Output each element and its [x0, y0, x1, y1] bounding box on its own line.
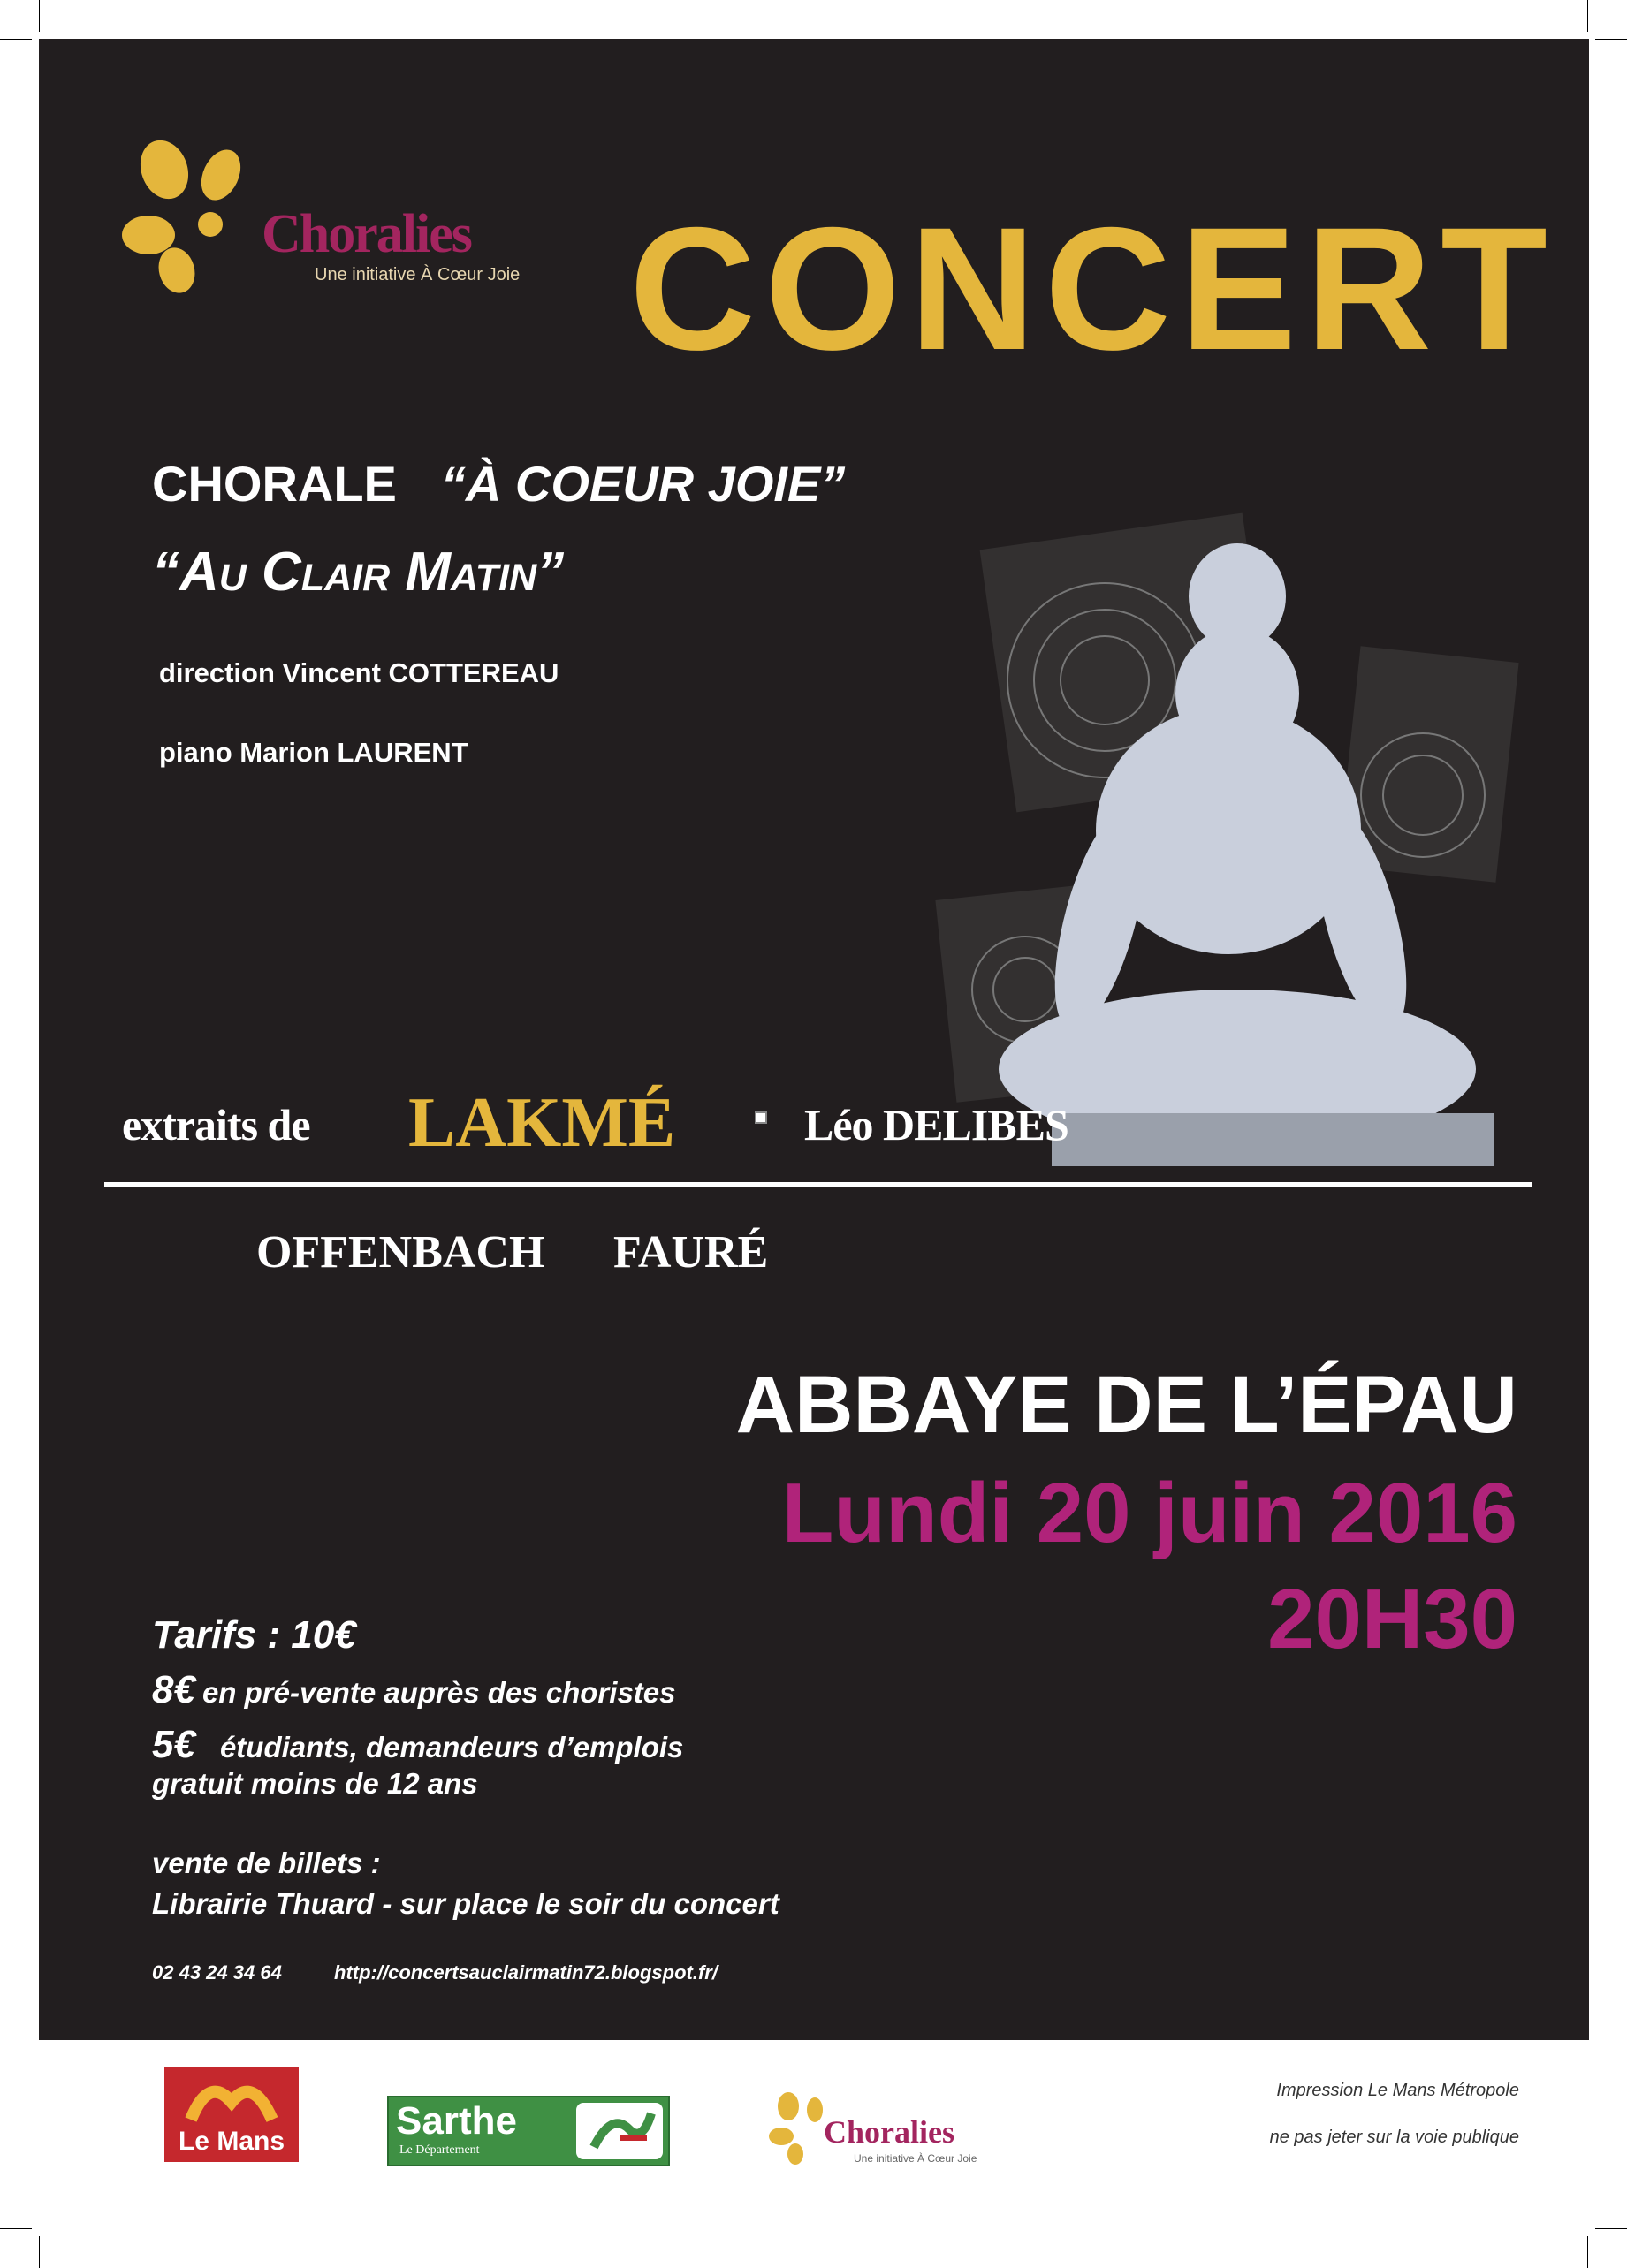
- choir-name: “À COEUR JOIE”: [440, 456, 846, 512]
- contact-phone: 02 43 24 34 64: [152, 1961, 282, 1984]
- sarthe-logo: [387, 2096, 670, 2166]
- choralies-footer-tagline: Une initiative À Cœur Joie: [854, 2152, 977, 2165]
- shiva-statue-image: [946, 530, 1494, 1166]
- printer-credit: Impression Le Mans Métropole: [1276, 2081, 1519, 2100]
- crop-mark: [1587, 2236, 1588, 2268]
- crop-mark: [39, 0, 40, 32]
- crop-mark: [1587, 0, 1588, 32]
- sarthe-subtitle: Le Département: [399, 2143, 480, 2157]
- choralies-footer-word: Choralies: [824, 2114, 954, 2150]
- crop-mark: [0, 39, 32, 40]
- program-composer: Léo DELIBES: [804, 1100, 1068, 1149]
- crop-mark: [1595, 39, 1627, 40]
- presale-text: en pré-vente auprès des choristes: [201, 1676, 676, 1709]
- choralies-logo-tagline: Une initiative À Cœur Joie: [315, 265, 521, 284]
- choralies-footer-flower-icon: [769, 2085, 831, 2165]
- separator-dot: [755, 1111, 767, 1124]
- crop-mark: [0, 2228, 32, 2229]
- choir-line-1: [152, 455, 845, 512]
- direction-credit: direction Vincent COTTEREAU: [159, 657, 559, 688]
- choir-label: CHORALE: [152, 456, 397, 512]
- crop-mark: [39, 2236, 40, 2268]
- litter-notice: ne pas jeter sur la voie publique: [1269, 2128, 1519, 2147]
- tickets-label: vente de billets :: [152, 1847, 381, 1879]
- price-reduced: [152, 1723, 683, 1767]
- le-mans-label: Le Mans: [178, 2127, 285, 2156]
- tickets-places: Librairie Thuard - sur place le soir du concert: [152, 1887, 779, 1920]
- le-mans-logo: [164, 2067, 299, 2162]
- price-free: gratuit moins de 12 ans: [152, 1767, 478, 1800]
- program-prefix: extraits de: [122, 1100, 310, 1149]
- piano-credit: piano Marion LAURENT: [159, 737, 468, 768]
- choralies-flower-icon: [122, 120, 255, 297]
- program-work: LAKMÉ: [408, 1084, 676, 1162]
- divider-line: [104, 1182, 1532, 1187]
- sarthe-emblem-icon: [576, 2103, 663, 2159]
- presale-price: 8€: [152, 1668, 195, 1711]
- price-main: Tarifs : 10€: [152, 1613, 356, 1657]
- sarthe-name: Sarthe: [396, 2099, 517, 2143]
- crop-mark: [1595, 2228, 1627, 2229]
- choir-line-2: “Au Clair Matin”: [152, 542, 565, 603]
- reduced-text: étudiants, demandeurs d’emplois: [219, 1731, 684, 1764]
- contact-url[interactable]: http://concertsauclairmatin72.blogspot.fr/: [334, 1961, 718, 1984]
- headline: CONCERT: [629, 191, 1556, 386]
- composer-offenbach: OFFENBACH: [256, 1227, 545, 1278]
- event-time: 20H30: [1267, 1572, 1517, 1666]
- event-date: Lundi 20 juin 2016: [781, 1466, 1517, 1560]
- choralies-logo-word: Choralies: [262, 204, 471, 264]
- composer-faure: FAURÉ: [613, 1227, 769, 1278]
- reduced-price: 5€: [152, 1723, 195, 1766]
- le-mans-emblem-icon: [164, 2067, 299, 2128]
- price-presale: [152, 1668, 676, 1712]
- event-venue: ABBAYE DE L’ÉPAU: [735, 1360, 1517, 1450]
